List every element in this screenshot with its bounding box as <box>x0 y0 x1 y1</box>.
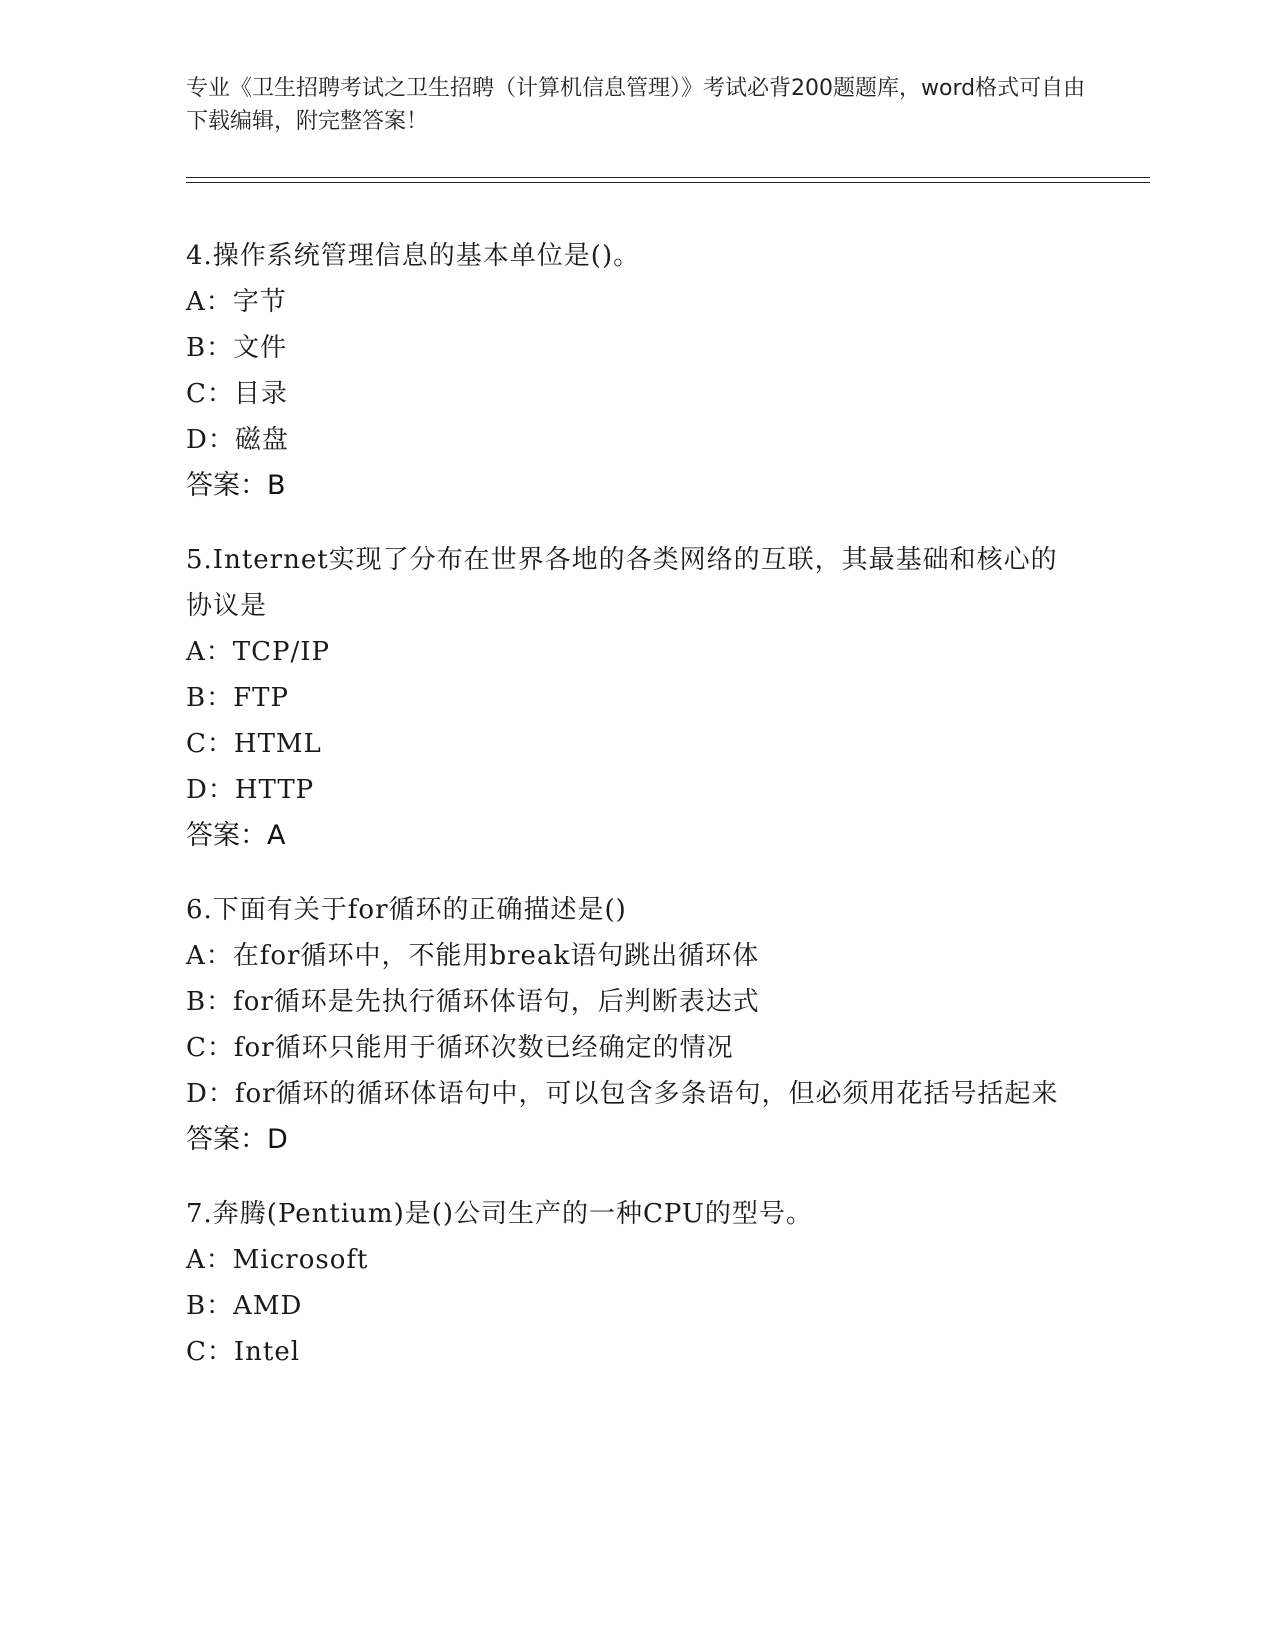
question-4 <box>186 233 1086 509</box>
option-b: B：AMD <box>186 1291 303 1321</box>
option-a: A：字节 <box>186 287 287 317</box>
option-a: A：Microsoft <box>186 1245 369 1275</box>
question-7 <box>186 1191 1086 1375</box>
question-stem: 5.Internet实现了分布在世界各地的各类网络的互联，其最基础和核心的协议是 <box>186 545 1058 621</box>
option-b: B：for循环是先执行循环体语句，后判断表达式 <box>186 987 760 1017</box>
question-list <box>186 233 1086 1403</box>
header-divider-top <box>186 177 1150 178</box>
option-a: A：TCP/IP <box>186 637 331 667</box>
option-c: C：目录 <box>186 379 288 409</box>
question-6 <box>186 887 1086 1163</box>
option-c: C：for循环只能用于循环次数已经确定的情况 <box>186 1033 734 1063</box>
answer-label: 答案：A <box>186 820 286 851</box>
option-d: D：for循环的循环体语句中，可以包含多条语句，但必须用花括号括起来 <box>186 1079 1059 1109</box>
option-a: A：在for循环中，不能用break语句跳出循环体 <box>186 941 760 971</box>
answer-label: 答案：B <box>186 470 286 501</box>
option-b: B：文件 <box>186 333 288 363</box>
option-b: B：FTP <box>186 683 289 713</box>
header-divider-bottom <box>186 182 1150 183</box>
question-stem: 6.下面有关于for循环的正确描述是() <box>186 895 627 925</box>
answer-label: 答案：D <box>186 1124 288 1155</box>
option-c: C：HTML <box>186 729 322 759</box>
option-d: D：磁盘 <box>186 425 289 455</box>
question-stem: 7.奔腾(Pentium)是()公司生产的一种CPU的型号。 <box>186 1199 813 1229</box>
option-c: C：Intel <box>186 1337 301 1367</box>
question-5 <box>186 537 1086 859</box>
question-stem: 4.操作系统管理信息的基本单位是()。 <box>186 241 641 271</box>
option-d: D：HTTP <box>186 775 315 805</box>
document-header: 专业《卫生招聘考试之卫生招聘（计算机信息管理）》考试必背200题题库，word格式可自由下载编辑，附完整答案！ <box>186 76 1086 134</box>
